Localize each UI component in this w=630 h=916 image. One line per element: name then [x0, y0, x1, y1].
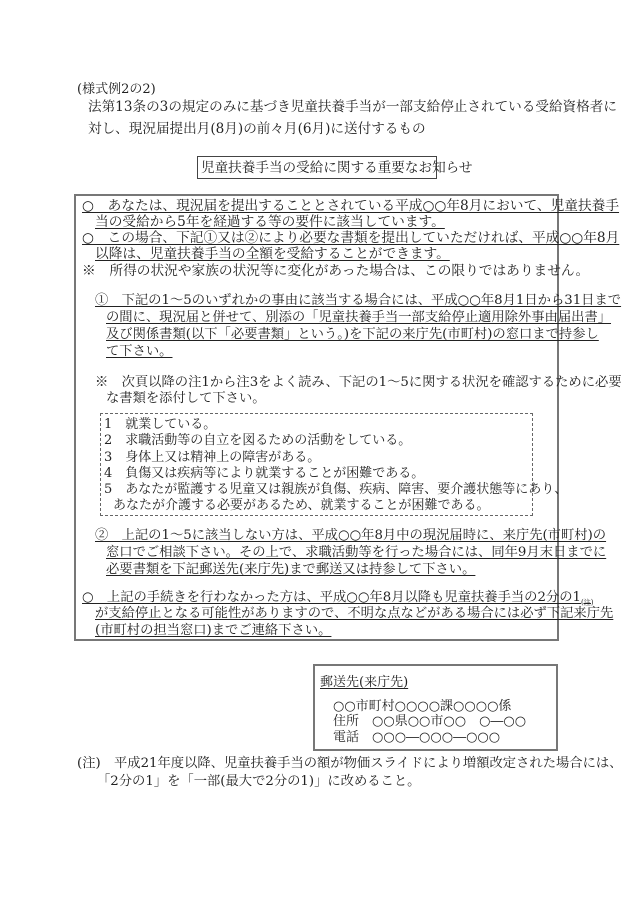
notice-line: 当の受給から5年を経過する等の要件に該当しています。: [95, 214, 445, 230]
item1-line: て下さい。: [106, 344, 173, 359]
reason-item: 1 就業している。: [104, 417, 217, 432]
item1-line: 及び関係書類(以下「必要書類」という。)を下記の来庁先(市町村)の窓口まで持参し: [106, 327, 599, 342]
reason-item: 3 身体上又は精神上の障害がある。: [104, 450, 321, 465]
reason-item: あなたが介護する必要があるため、就業することが困難である。: [113, 498, 490, 513]
phone-line: [333, 730, 500, 746]
note-line: ※ 次頁以降の注1から注3をよく読み、下記の1～5に関する状況を確認するために必要: [95, 375, 622, 390]
page-title: 児童扶養手当の受給に関する重要なお知らせ: [201, 160, 473, 176]
footnote-mark: (注): [580, 598, 594, 607]
address-heading: 郵送先(来庁先): [320, 675, 409, 690]
notice-text: ○ 上記の手続きを行わなかった方は、平成○○年8月以降も児童扶養手当の2分の1: [82, 590, 581, 605]
notice-line: 以降は、児童扶養手当の全額を受給することができます。: [95, 246, 450, 262]
notice-line: ○ あなたは、現況届を提出することとされている平成○○年8月において、児童扶養手: [82, 198, 620, 214]
footnote-line: 「2分の1」を「一部(最大で2分の1)」に改めること。: [97, 774, 421, 789]
address-line: [333, 714, 526, 730]
item2-line: 必要書類を下記郵送先(来庁先)まで郵送又は持参して下さい。: [106, 562, 476, 577]
item1-line: ① 下記の1～5のいずれかの事由に該当する場合には、平成○○年8月1日から31日まで: [95, 293, 622, 308]
note-line: な書類を添付して下さい。: [106, 391, 266, 406]
intro-line: 対し、現況届提出月(8月)の前々月(6月)に送付するもの: [88, 121, 426, 137]
item2-line: ② 上記の1～5に該当しない方は、平成○○年8月中の現況届時に、来庁先(市町村)の: [95, 528, 607, 543]
reason-item: 4 負傷又は疾病等により就業することが困難である。: [104, 466, 425, 481]
reason-item: 2 求職活動等の自立を図るための活動をしている。: [104, 433, 412, 448]
footnote-line: (注) 平成21年度以降、児童扶養手当の額が物価スライドにより増額改定された場合には、: [77, 756, 623, 771]
notice-line: (市町村の担当窓口)までご連絡下さい。: [95, 623, 332, 638]
item2-line: 窓口でご相談下さい。その上で、求職活動等を行った場合には、同年9月末日までに: [106, 545, 607, 560]
address-dept: ○○市町村○○○○課○○○○係: [333, 699, 512, 714]
reason-item: 5 あなたが監護する児童又は親族が負傷、疾病、障害、要介護状態等にあり、: [104, 482, 568, 497]
address-value: ○○県○○市○○ ○―○○: [372, 714, 527, 729]
notice-line: が支給停止となる可能性がありますので、不明な点などがある場合には必ず下記来庁先: [95, 606, 614, 621]
notice-line: ※ 所得の状況や家族の状況等に変化があった場合は、この限りではありません。: [82, 263, 590, 279]
form-label: (様式例2の2): [77, 82, 156, 97]
intro-line: 法第13条の3の規定のみに基づき児童扶養手当が一部支給停止されている受給資格者に: [88, 99, 617, 115]
address-label: 住所: [333, 714, 360, 729]
phone-label: 電話: [333, 730, 360, 745]
phone-value: ○○○―○○○―○○○: [372, 730, 501, 745]
item1-line: の間に、現況届と併せて、別添の「児童扶養手当一部支給停止適用除外事由届出書」: [106, 310, 612, 325]
notice-line: ○ この場合、下記①又は②により必要な書類を提出していただければ、平成○○年8月: [82, 230, 620, 246]
